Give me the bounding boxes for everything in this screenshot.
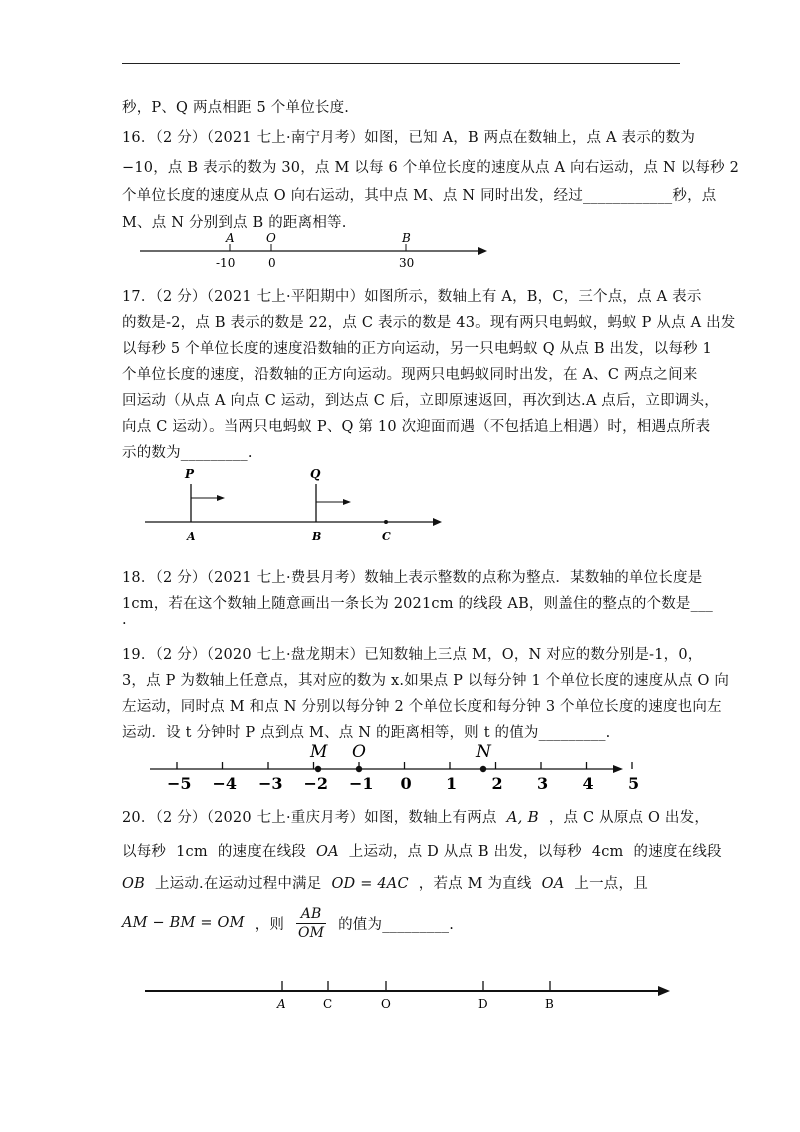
q20-equation: OD = 4AC (331, 876, 409, 892)
axis-arrow (613, 765, 623, 773)
q19-line-3: 左运动，同时点 M 和点 N 分别以每分钟 2 个单位长度和每分钟 3 个单位长度的速度也向左 (122, 699, 722, 715)
q16-line-3: 个单位长度的速度从点 O 向右运动，其中点 M、点 N 同时出发，经过____________秒，点 (122, 188, 717, 204)
tick-label: −1 (349, 774, 374, 793)
label-O: O (352, 742, 366, 762)
q19-line-2: 3，点 P 为数轴上任意点，其对应的数为 x.如果点 P 以每分钟 1 个单位长度的速度从点 O 向 (122, 673, 730, 689)
tick-label: 2 (491, 774, 503, 793)
value-B: 30 (399, 256, 415, 270)
ant-Q-arrowhead (343, 499, 351, 505)
q16-line-4: M、点 N 分别到点 B 的距离相等. (122, 215, 347, 231)
label-M: M (310, 742, 328, 762)
q20-line-3f: 上一点，且 (574, 876, 648, 892)
axis-arrow (658, 986, 670, 996)
q17-number-line-figure (145, 460, 445, 545)
q18-line-1: 18．（2 分）（2021 七上·费县月考）数轴上表示整数的点称为整点．某数轴的单位长度是 (122, 570, 703, 586)
q20-line-2c: 的速度在线段 (217, 844, 307, 860)
axis-arrow (433, 518, 442, 526)
q20-number-line-figure (145, 975, 675, 1015)
label-B: B (312, 530, 322, 543)
tick-label: 4 (582, 774, 594, 793)
ant-P-arrowhead (217, 495, 225, 501)
tick-label: 3 (537, 774, 549, 793)
tick-label: −5 (167, 774, 192, 793)
value-A: -10 (216, 256, 236, 270)
q17-line-1: 17．（2 分）（2021 七上·平阳期中）如图所示，数轴上有 A，B，C，三个点，点 A 表示 (122, 289, 702, 305)
label-B: B (402, 231, 411, 245)
q17-line-6: 向点 C 运动）。当两只电蚂蚁 P、Q 第 10 次迎面而遇（不包括追上相遇）时，相遇点所表 (122, 419, 711, 435)
q20-fraction (296, 906, 326, 941)
q20-line-3b: 上运动.在运动过程中满足 (154, 876, 322, 892)
q16-line-1: 16．（2 分）（2021 七上·南宁月考）如图，已知 A，B 两点在数轴上，点 A 表示的数为 (122, 130, 696, 146)
label-B: B (545, 997, 554, 1011)
q20-line-4b: ，则 (254, 916, 285, 933)
point-O (356, 766, 362, 772)
q20-speed-1cm: 1cm (176, 844, 208, 860)
tick-label: −2 (303, 774, 329, 793)
label-C: C (382, 530, 391, 543)
tick-label: 1 (446, 774, 458, 793)
q20-line-3d: ，若点 M 为直线 (418, 876, 532, 892)
q19-line-4: 运动．设 t 分钟时 P 点到点 M、点 N 的距离相等，则 t 的值为_________. (122, 725, 611, 741)
q17-line-7: 示的数为_________. (122, 445, 253, 461)
q17-line-4: 个单位长度的速度，沿数轴的正方向运动。现两只电蚂蚁同时出发，在 A、C 两点之间来 (122, 367, 698, 383)
q16-number-line-figure (140, 230, 490, 272)
q17-line-5: 回运动（从点 A 向点 C 运动，到达点 C 后，立即原速返回，再次到达.A 点后，立即调头， (122, 393, 719, 409)
label-A: A (187, 530, 196, 543)
label-C: C (323, 997, 333, 1011)
label-N: N (476, 742, 491, 762)
value-O: 0 (268, 256, 276, 270)
label-Q: Q (310, 467, 321, 481)
point-C (384, 520, 388, 524)
q20-speed-4cm: 4cm (591, 844, 624, 860)
label-O: O (266, 231, 276, 245)
tick-label: 0 (400, 774, 412, 793)
q20-var-AB: A, B (506, 808, 539, 826)
q20-line-1c: ，点 C 从原点 O 出发， (548, 810, 710, 826)
tick-label: −4 (212, 774, 238, 793)
q20-line-2a: 以每秒 (122, 844, 167, 860)
label-A: A (277, 997, 286, 1011)
tick-label: 5 (628, 774, 640, 793)
q20-line-1a: 20．（2 分）（2020 七上·重庆月考）如图，数轴上有两点 (122, 810, 497, 826)
q20-line-4c: 的值为_________. (338, 916, 455, 933)
q17-line-2: 的数是-2，点 B 表示的数是 22，点 C 表示的数是 43。现有两只电蚂蚁，蚂蚁 P 从点 A 出发 (122, 315, 736, 331)
q20-line-2e: 上运动，点 D 从点 B 出发，以每秒 (348, 844, 582, 860)
q18-line-2: 1cm，若在这个数轴上随意画出一条长为 2021cm 的线段 AB，则盖住的整点的个数是___ (122, 596, 713, 612)
q20-var-OA: OA (316, 844, 339, 860)
q20-condition: AM − BM = OM (122, 915, 245, 931)
q20-var-OB: OB (122, 876, 145, 892)
label-O: O (381, 997, 391, 1011)
label-P: P (185, 467, 195, 481)
label-D: D (478, 997, 488, 1011)
q18-line-3: . (122, 612, 127, 628)
q19-line-1: 19．（2 分）（2020 七上·盘龙期末）已知数轴上三点 M，O，N 对应的数分别是-1，0， (122, 647, 703, 663)
point-M (315, 766, 321, 772)
q20-line-2g: 的速度在线段 (633, 844, 722, 860)
fraction-numerator: AB (300, 905, 322, 922)
q16-line-2: −10，点 B 表示的数为 30，点 M 以每 6 个单位长度的速度从点 A 向右运动，点 N 以每秒 2 (122, 160, 740, 176)
tick-label: −3 (258, 774, 283, 793)
text-line: 秒，P、Q 两点相距 5 个单位长度. (122, 100, 350, 116)
label-A: A (226, 231, 235, 245)
q17-line-3: 以每秒 5 个单位长度的速度沿数轴的正方向运动，另一只电蚂蚁 Q 从点 B 出发，以每秒 1 (122, 341, 712, 357)
point-N (480, 766, 486, 772)
fraction-bar (296, 923, 326, 924)
q20-var-OA-2: OA (541, 876, 565, 892)
axis-arrow (478, 247, 487, 255)
header-rule (122, 63, 680, 64)
fraction-denominator: OM (298, 924, 325, 941)
q19-number-line-figure (150, 740, 640, 796)
